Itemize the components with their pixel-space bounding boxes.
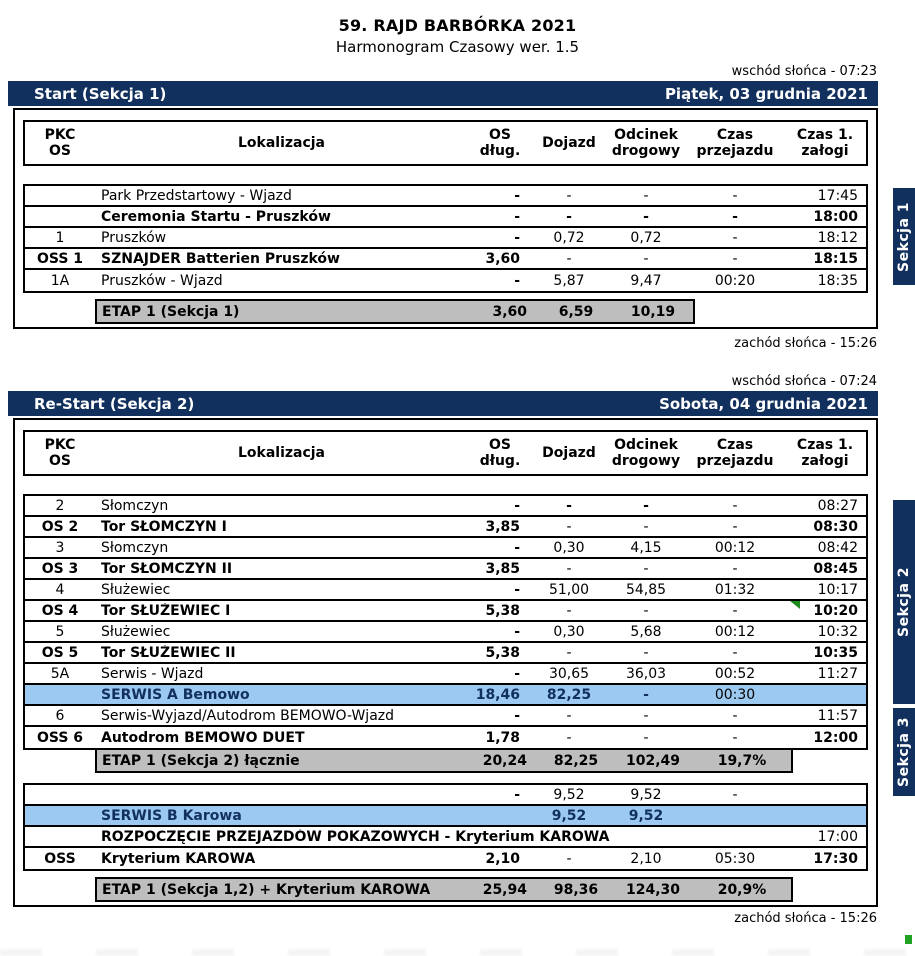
cell-os: - xyxy=(514,272,520,289)
col-dojazd: Dojazd xyxy=(542,445,596,461)
cell-lok: Tor SŁOMCZYN II xyxy=(101,560,233,577)
etap-label: ETAP 1 (Sekcja 2) łącznie xyxy=(102,752,300,769)
page-title: 59. RAJD BARBÓRKA 2021 xyxy=(338,16,577,35)
cell-lok: SZNAJDER Batterien Pruszków xyxy=(101,250,340,267)
section-header-bar xyxy=(8,391,878,416)
cell-odc: - xyxy=(643,644,649,661)
schedule-table xyxy=(13,108,878,329)
cell-lok: Pruszków xyxy=(101,229,167,246)
cell-odc: 9,52 xyxy=(628,807,664,824)
cell-time: 08:42 xyxy=(817,539,858,556)
sunset-note: zachód słońca - 15:26 xyxy=(734,336,877,351)
cell-os: - xyxy=(514,623,520,640)
table-row xyxy=(25,249,866,270)
cell-time: 17:30 xyxy=(813,850,858,867)
cell-czas: 00:12 xyxy=(714,539,756,556)
table-row xyxy=(25,727,866,748)
tab-sekcja-1: Sekcja 1 xyxy=(893,188,915,285)
cell-lok: Pruszków - Wjazd xyxy=(101,272,223,289)
cell-os: 2,10 xyxy=(485,850,520,867)
cell-doj: 0,72 xyxy=(553,229,585,246)
table-header-row xyxy=(23,120,868,166)
cell-doj: 5,87 xyxy=(553,272,585,289)
table-row xyxy=(25,706,866,727)
cell-time: 17:45 xyxy=(817,187,858,204)
cell-time: 12:00 xyxy=(813,729,858,746)
cell-odc: 5,68 xyxy=(630,623,662,640)
cell-doj: 30,65 xyxy=(548,665,590,682)
cell-doj: 9,52 xyxy=(553,786,585,803)
cell-doj: - xyxy=(566,208,572,225)
cell-os: 1,78 xyxy=(485,729,520,746)
cell-odc: - xyxy=(643,187,649,204)
cell-lok: Tor SŁUŻEWIEC II xyxy=(101,644,236,661)
cell-lok: ROZPOCZĘCIE PRZEJAZDÓW POKAZOWYCH - Kryterium KAROWA xyxy=(101,828,610,845)
cell-pkc: OS 2 xyxy=(41,518,79,535)
cell-pkc: 5 xyxy=(55,623,65,640)
etap-dojazd: 98,36 xyxy=(553,881,599,898)
col-odcinek-drogowy: Odcinek drogowy xyxy=(611,127,681,159)
cell-os: 3,85 xyxy=(485,518,520,535)
table-body xyxy=(23,494,868,750)
cell-lok: Tor SŁOMCZYN I xyxy=(101,518,227,535)
cell-pkc: 6 xyxy=(55,707,65,724)
cell-odc: - xyxy=(643,560,649,577)
cell-doj: - xyxy=(566,644,572,661)
etap-odcinek: 10,19 xyxy=(630,303,676,320)
cell-time: 18:15 xyxy=(813,250,858,267)
cell-lok: Serwis-Wyjazd/Autodrom BEMOWO-Wjazd xyxy=(101,707,395,724)
cell-pkc: OS 3 xyxy=(41,560,79,577)
cell-pkc: 3 xyxy=(55,539,65,556)
cell-doj: 0,30 xyxy=(553,539,585,556)
cell-time: 10:32 xyxy=(817,623,858,640)
cell-os: - xyxy=(514,539,520,556)
col-czas-przejazdu: Czas przejazdu xyxy=(696,127,774,159)
etap-dojazd: 82,25 xyxy=(553,752,599,769)
cell-odc: 4,15 xyxy=(630,539,662,556)
table-body xyxy=(23,184,868,293)
cell-lok: Służewiec xyxy=(101,581,171,598)
section-date: Piątek, 03 grudnia 2021 xyxy=(664,84,868,103)
cell-pkc: OS 4 xyxy=(41,602,79,619)
col-odcinek-drogowy: Odcinek drogowy xyxy=(611,437,681,469)
col-czas-zalogi: Czas 1. załogi xyxy=(796,127,854,159)
cell-odc: 54,85 xyxy=(625,581,667,598)
cell-time: 10:20 xyxy=(813,602,858,619)
cell-czas: - xyxy=(732,786,738,803)
col-czas-zalogi: Czas 1. załogi xyxy=(796,437,854,469)
etap-percent: 19,7% xyxy=(717,752,767,769)
table-row xyxy=(25,580,866,601)
cell-pkc: 4 xyxy=(55,581,65,598)
section-title: Re-Start (Sekcja 2) xyxy=(34,394,195,413)
table-row xyxy=(25,207,866,228)
cell-os: 3,85 xyxy=(485,560,520,577)
table-row xyxy=(25,186,866,207)
cell-czas: - xyxy=(732,644,738,661)
cell-lok: Słomczyn xyxy=(101,497,169,514)
etap-label: ETAP 1 (Sekcja 1) xyxy=(102,303,240,320)
cell-odc: - xyxy=(643,686,649,703)
cell-doj: - xyxy=(566,187,572,204)
cell-czas: 00:52 xyxy=(714,665,756,682)
cell-odc: - xyxy=(643,250,649,267)
table-row xyxy=(25,622,866,643)
cell-czas: 01:32 xyxy=(714,581,756,598)
table-row xyxy=(25,664,866,685)
sunrise-note: wschód słońca - 07:23 xyxy=(731,64,877,79)
cell-time: 11:57 xyxy=(817,707,858,724)
col-os-dlug: OS dług. xyxy=(479,127,521,159)
cell-pkc: OSS 6 xyxy=(36,729,84,746)
cell-czas: - xyxy=(732,497,738,514)
cell-doj: - xyxy=(566,602,572,619)
cell-lok: Słomczyn xyxy=(101,539,169,556)
cell-time: 10:35 xyxy=(813,644,858,661)
table-row xyxy=(25,806,866,827)
sunrise-note: wschód słońca - 07:24 xyxy=(731,374,877,389)
etap-summary-row xyxy=(95,748,793,773)
section-title: Start (Sekcja 1) xyxy=(34,84,167,103)
cell-lok: Ceremonia Startu - Pruszków xyxy=(101,208,331,225)
cell-pkc: OSS 1 xyxy=(36,250,84,267)
table-row xyxy=(25,496,866,517)
cell-time: 08:45 xyxy=(813,560,858,577)
cell-time: 18:35 xyxy=(817,272,858,289)
col-pkc-os: PKC OS xyxy=(44,437,76,469)
cell-pkc: OS 5 xyxy=(41,644,79,661)
table-row xyxy=(25,643,866,664)
schedule-table xyxy=(13,418,878,907)
etap-label: ETAP 1 (Sekcja 1,2) + Kryterium KAROWA xyxy=(102,881,431,898)
cell-time: 18:00 xyxy=(813,208,858,225)
table-row xyxy=(25,270,866,291)
cell-doj: 0,30 xyxy=(553,623,585,640)
comment-marker-icon xyxy=(790,601,800,609)
tab-sekcja-2: Sekcja 2 xyxy=(893,500,915,704)
table-header-row xyxy=(23,430,868,476)
cell-czas: 05:30 xyxy=(714,850,756,867)
col-os-dlug: OS dług. xyxy=(479,437,521,469)
cell-czas: 00:20 xyxy=(714,272,756,289)
etap-percent: 20,9% xyxy=(717,881,767,898)
cell-os: - xyxy=(514,707,520,724)
etap-os: 25,94 xyxy=(482,881,527,898)
col-pkc-os: PKC OS xyxy=(44,127,76,159)
section-header-bar xyxy=(8,81,878,106)
etap-summary-row xyxy=(95,877,793,902)
cell-os: - xyxy=(514,229,520,246)
etap-os: 20,24 xyxy=(482,752,527,769)
cell-doj: - xyxy=(566,729,572,746)
cell-lok: SERWIS A Bemowo xyxy=(101,686,250,703)
etap-summary-row xyxy=(95,299,695,324)
cell-time: 17:00 xyxy=(817,828,858,845)
etap-os: 3,60 xyxy=(492,303,527,320)
table-row xyxy=(25,517,866,538)
cell-odc: - xyxy=(643,518,649,535)
table-body-karowa xyxy=(23,783,868,871)
cell-odc: 2,10 xyxy=(630,850,662,867)
cell-czas: - xyxy=(732,229,738,246)
sunset-note: zachód słońca - 15:26 xyxy=(734,911,877,926)
page-subtitle: Harmonogram Czasowy wer. 1.5 xyxy=(335,38,580,56)
green-mark xyxy=(905,935,912,944)
cell-os: - xyxy=(514,665,520,682)
cell-lok: Kryterium KAROWA xyxy=(101,850,256,867)
cell-odc: - xyxy=(643,602,649,619)
cell-pkc: OSS xyxy=(44,850,76,867)
cell-odc: - xyxy=(643,729,649,746)
col-czas-przejazdu: Czas przejazdu xyxy=(696,437,774,469)
cell-odc: - xyxy=(643,497,649,514)
cell-doj: - xyxy=(566,560,572,577)
col-lokalizacja: Lokalizacja xyxy=(237,445,326,461)
cell-lok: Serwis - Wjazd xyxy=(101,665,204,682)
table-row xyxy=(25,827,866,848)
cell-pkc: 1A xyxy=(50,272,70,289)
cell-czas: 00:30 xyxy=(714,686,756,703)
cell-doj: 82,25 xyxy=(546,686,592,703)
etap-odcinek: 102,49 xyxy=(625,752,681,769)
cell-czas: - xyxy=(732,707,738,724)
cell-doj: - xyxy=(566,850,572,867)
cell-time: 10:17 xyxy=(817,581,858,598)
cell-os: 5,38 xyxy=(485,644,520,661)
cell-os: - xyxy=(514,208,520,225)
cell-os: - xyxy=(514,187,520,204)
cell-odc: 9,47 xyxy=(630,272,662,289)
section-date: Sobota, 04 grudnia 2021 xyxy=(659,394,868,413)
cutoff-content-hint xyxy=(0,949,915,956)
cell-time: 18:12 xyxy=(817,229,858,246)
cell-doj: - xyxy=(566,497,572,514)
cell-czas: - xyxy=(732,250,738,267)
cell-czas: - xyxy=(732,187,738,204)
cell-czas: - xyxy=(732,560,738,577)
cell-odc: 9,52 xyxy=(630,786,662,803)
cell-odc: - xyxy=(643,707,649,724)
cell-time: 11:27 xyxy=(817,665,858,682)
table-row xyxy=(25,601,866,622)
table-row xyxy=(25,785,866,806)
cell-lok: Tor SŁUŻEWIEC I xyxy=(101,602,231,619)
cell-os: 18,46 xyxy=(475,686,520,703)
table-row xyxy=(25,848,866,869)
cell-doj: 9,52 xyxy=(551,807,587,824)
cell-doj: 51,00 xyxy=(548,581,590,598)
cell-lok: SERWIS B Karowa xyxy=(101,807,242,824)
table-row xyxy=(25,559,866,580)
tab-sekcja-3: Sekcja 3 xyxy=(893,708,915,796)
cell-pkc: 1 xyxy=(55,229,65,246)
cell-odc: 36,03 xyxy=(625,665,667,682)
cell-czas: - xyxy=(732,518,738,535)
cell-os: 3,60 xyxy=(485,250,520,267)
table-row xyxy=(25,538,866,559)
table-row xyxy=(25,685,866,706)
cell-lok: Park Przedstartowy - Wjazd xyxy=(101,187,292,204)
etap-odcinek: 124,30 xyxy=(625,881,681,898)
cell-pkc: 5A xyxy=(50,665,70,682)
cell-lok: Służewiec xyxy=(101,623,171,640)
cell-pkc: 2 xyxy=(55,497,65,514)
cell-os: - xyxy=(514,497,520,514)
cell-czas: - xyxy=(732,602,738,619)
cell-os: - xyxy=(514,786,520,803)
cell-czas: - xyxy=(732,208,738,225)
cell-odc: - xyxy=(643,208,649,225)
cell-doj: - xyxy=(566,707,572,724)
cell-time: 08:30 xyxy=(813,518,858,535)
cell-czas: 00:12 xyxy=(714,623,756,640)
etap-dojazd: 6,59 xyxy=(558,303,594,320)
cell-lok: Autodrom BEMOWO DUET xyxy=(101,729,305,746)
col-dojazd: Dojazd xyxy=(542,135,596,151)
cell-os: - xyxy=(514,581,520,598)
cell-odc: 0,72 xyxy=(630,229,662,246)
cell-time: 08:27 xyxy=(817,497,858,514)
cell-os: 5,38 xyxy=(485,602,520,619)
cell-doj: - xyxy=(566,518,572,535)
col-lokalizacja: Lokalizacja xyxy=(237,135,326,151)
cell-czas: - xyxy=(732,729,738,746)
table-row xyxy=(25,228,866,249)
cell-doj: - xyxy=(566,250,572,267)
